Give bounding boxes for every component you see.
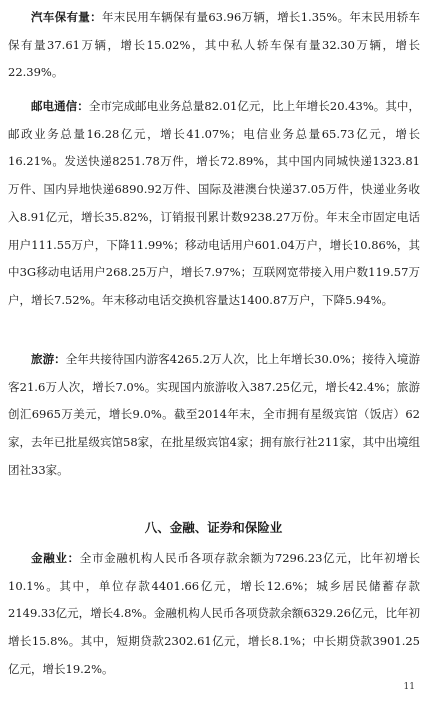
paragraph-text: 年末民用车辆保有量63.96万辆，增长1.35%。年末民用轿车保有量37.61万辆，增长15.02%，其中私人轿车保有量32.30万辆，增长22.39%。 (8, 10, 421, 80)
paragraph-finance (8, 545, 420, 684)
paragraph-car-ownership (8, 4, 420, 87)
paragraph-lead: 金融业： (31, 551, 80, 565)
paragraph-lead: 汽车保有量： (31, 10, 102, 24)
paragraph-text: 全年共接待国内游客4265.2万人次，比上年增长30.0%；接待入境游客21.6万人次，增长7.0%。实现国内旅游收入387.25亿元，增长42.4%；旅游创汇6965万美元，增长9.0%。截至2014年末，全市拥有星级宾馆（饭店）62家，去年已批星级宾馆58家，在批星级宾馆4家；拥有旅行社211家，其中出境组团社33家。 (8, 352, 420, 477)
paragraph-text: 全市金融机构人民币各项存款余额为7296.23亿元，比年初增长10.1%。其中，单位存款4401.66亿元，增长12.6%；城乡居民储蓄存款2149.33亿元，增长4.8%。金融机构人民币各项贷款余额6329.26亿元，比年初增长15.8%。其中，短期贷款2302.61亿元，增长8.1%；中长期贷款3901.25亿元，增长19.2%。 (8, 551, 420, 676)
page-number: 11 (403, 682, 415, 692)
paragraph-lead: 旅游： (31, 352, 66, 366)
section-heading: 八、金融、证券和保险业 (144, 520, 283, 535)
paragraph-tourism (8, 346, 420, 485)
paragraph-lead: 邮电通信： (31, 99, 89, 113)
paragraph-text: 全市完成邮电业务总量82.01亿元，比上年增长20.43%。其中，邮政业务总量16.28亿元，增长41.07%；电信业务总量65.73亿元，增长16.21%。发送快递8251.78万件，增长72.89%，其中国内同城快递1323.81万件、国内异地快递6890.92万件、国际及港澳台快递37.05万件，快递业务收入8.91亿元，增长35.82%，订销报刊累计数9238.27万份。年末全市固定电话用户111.55万户，下降11.99%；移动电话用户601.04万户，增长10.86%，其中3G移动电话用户268.25万户，增长7.97%；互联网宽带接入用户数119.57万户，增长7.52%。年末移动电话交换机容量达1400.87万户，下降5.94%。 (8, 99, 420, 307)
paragraph-post-telecom (8, 93, 420, 315)
